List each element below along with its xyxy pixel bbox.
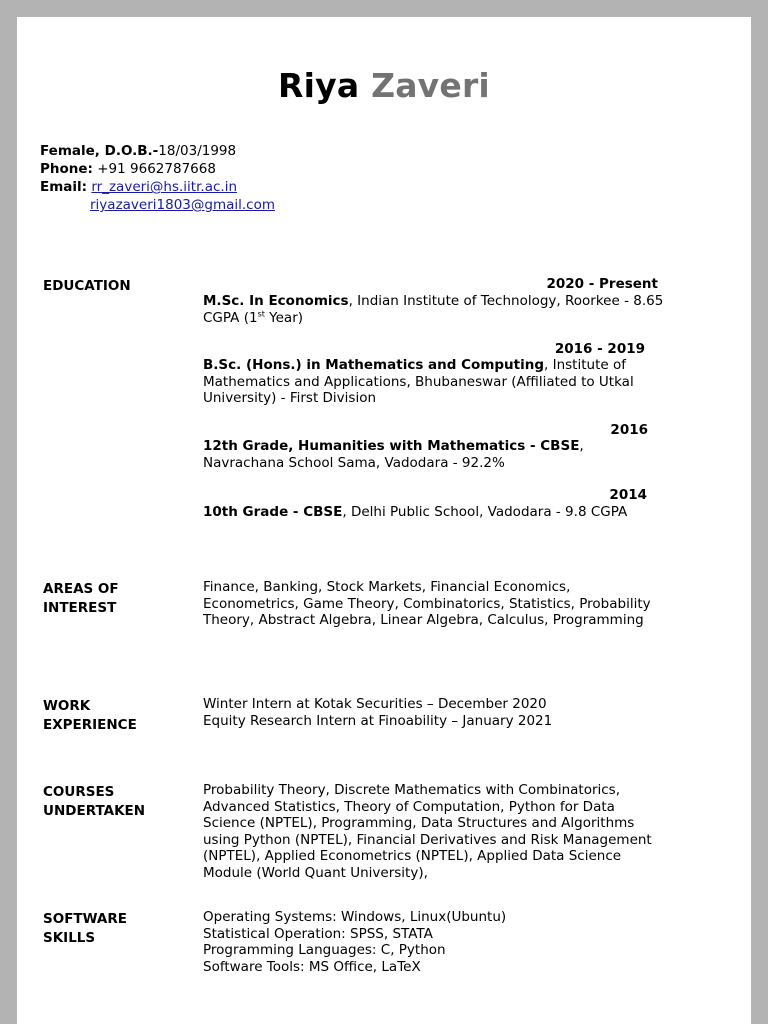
work-heading [43, 697, 183, 735]
software-heading [43, 910, 183, 948]
courses-heading [43, 783, 183, 821]
gender-dob-label: Female, D.O.B.- [40, 143, 159, 159]
education-year-1: 2020 - Present [546, 276, 658, 292]
education-year-4: 2014 [609, 487, 647, 503]
education-entry-1 [203, 293, 665, 326]
education-entry-3 [203, 438, 665, 471]
last-name: Zaveri [371, 66, 490, 105]
courses-heading-line-1: COURSES [43, 784, 115, 800]
work-text [203, 696, 663, 729]
interests-text: Finance, Banking, Stock Markets, Financial Economics, Econometrics, Game Theory, Combinatorics, Statistics, Probability Theory, Abstract Algebra, Linear Algebra, Calculus, Programming [203, 579, 651, 628]
work-item: Winter Intern at Kotak Securities – December 2020 [203, 696, 547, 712]
degree-3: 12th Grade, Humanities with Mathematics - CBSE [203, 438, 580, 454]
courses-heading-line-2: UNDERTAKEN [43, 803, 146, 819]
phone-label: Phone: [40, 161, 93, 177]
work-heading-line-2: EXPERIENCE [43, 717, 137, 733]
email-line-2 [40, 196, 275, 214]
personal-info [40, 142, 275, 214]
degree-2: B.Sc. (Hons.) in Mathematics and Computing [203, 357, 545, 373]
degree-4: 10th Grade - CBSE [203, 504, 343, 520]
education-heading: EDUCATION [43, 278, 131, 294]
education-entry-2 [203, 357, 665, 407]
education-year-3: 2016 [610, 422, 648, 438]
phone-line [40, 160, 275, 178]
first-name: Riya [278, 66, 360, 105]
software-item: Statistical Operation: SPSS, STATA [203, 925, 433, 942]
software-item: Operating Systems: Windows, Linux(Ubuntu) [203, 909, 507, 925]
ordinal-sup: st [257, 309, 265, 318]
email-link-primary[interactable]: rr_zaveri@hs.iitr.ac.in [91, 179, 237, 195]
phone-value: +91 9662787668 [97, 161, 216, 177]
dob-value: 18/03/1998 [158, 143, 237, 159]
work-heading-line-1: WORK [43, 698, 91, 714]
dob-line [40, 142, 275, 160]
software-heading-line-2: SKILLS [43, 930, 96, 946]
software-heading-line-1: SOFTWARE [43, 911, 127, 927]
education-year-2: 2016 - 2019 [554, 341, 645, 357]
courses-text: Probability Theory, Discrete Mathematics with Combinatorics, Advanced Statistics, Theory of Computation, Python for Data Science (NPTEL), Programming, Data Structures and Algorithms using Python (NPTEL), Financial Derivatives and Risk Management (NPTEL), Applied Econometrics (NPTEL), Applied Data Science Module (World Quant University), [203, 782, 652, 881]
work-item: Equity Research Intern at Finoability – January 2021 [203, 712, 553, 729]
details-4: , Delhi Public School, Vadodara - 9.8 CGPA [342, 504, 628, 520]
email-link-secondary[interactable]: riyazaveri1803@gmail.com [90, 197, 275, 213]
email-label: Email: [40, 179, 88, 195]
details-1: , Indian Institute of Technology, Roorkee - 8.65 CGPA (1 [203, 293, 664, 326]
details-3: , Navrachana School Sama, Vadodara - 92.2% [203, 438, 584, 471]
degree-1: M.Sc. In Economics [203, 293, 349, 309]
software-item: Software Tools: MS Office, LaTeX [203, 958, 421, 975]
interests-heading-line-2: INTEREST [43, 600, 117, 616]
software-text [203, 909, 663, 975]
candidate-name [0, 66, 768, 105]
education-entry-4 [203, 504, 665, 521]
interests-heading-line-1: AREAS OF [43, 581, 119, 597]
interests-heading [43, 580, 183, 618]
details-2: , Institute of Mathematics and Applications, Bhubaneswar (Affiliated to Utkal University) - First Division [203, 357, 634, 406]
details-1-tail: Year) [264, 309, 304, 326]
software-item: Programming Languages: C, Python [203, 942, 446, 958]
email-line [40, 178, 275, 196]
